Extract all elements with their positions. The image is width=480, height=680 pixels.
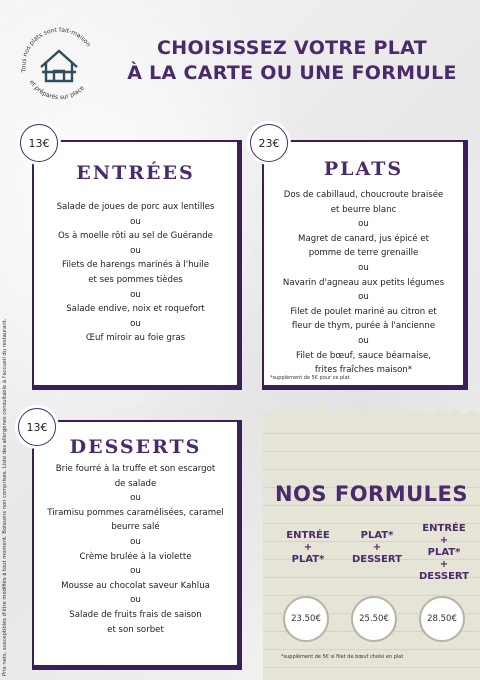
formule-entree-plat-dessert: [409, 523, 479, 583]
menu-item: Crème brulée à la violette: [79, 551, 192, 562]
menu-item: Navarin d'agneau aux petits légumes: [282, 277, 445, 288]
menu-separator: ou: [358, 262, 369, 273]
desserts-list: [34, 462, 237, 637]
title-line-1: CHOISISSEZ VOTRE PLAT: [157, 37, 427, 59]
formule-line: ENTRÉE: [422, 523, 466, 534]
desserts-title: DESSERTS: [69, 436, 202, 458]
legal-side-note: Prix nets, susceptibles d'être modifiés à tout moment. Boissons non comprises. Liste des allergènes consultable à l'accueil du restaurant.: [2, 318, 8, 676]
formule-line: +: [439, 535, 449, 546]
menu-item: et ses pommes tièdes: [88, 274, 183, 285]
menu-separator: ou: [130, 536, 141, 547]
menu-item: frites fraîches maison*: [314, 365, 413, 376]
logo-arc-text: Tous nos plats sont fait-maison: [20, 26, 92, 73]
plats-list: [264, 188, 463, 378]
menu-item: de salade: [114, 478, 157, 489]
menu-separator: ou: [130, 245, 141, 256]
plats-card: [262, 140, 468, 390]
formule-line: DESSERT: [419, 571, 469, 582]
formule-line: PLAT*: [427, 547, 461, 558]
plats-footnote: *supplément de 5€ pour ce plat: [270, 375, 350, 381]
menu-item: Brie fourré à la truffe et son escargot: [55, 464, 216, 474]
entrees-list: [34, 200, 237, 346]
menu-item: Salade endive, noix et roquefort: [66, 304, 205, 315]
menu-item: Salade de joues de porc aux lentilles: [56, 202, 215, 212]
menu-item: Filet de poulet mariné au citron et: [290, 306, 437, 317]
menu-item: pomme de terre grenaille: [308, 248, 419, 259]
menu-item: beurre salé: [111, 522, 160, 533]
formule-line: DESSERT: [352, 554, 402, 565]
formules-footnote: *supplément de 5€ si filet de bœuf choisi en plat: [281, 654, 404, 660]
desserts-price-badge: 13€: [18, 408, 56, 446]
menu-item: Os à moelle rôti au sel de Guérande: [58, 231, 213, 242]
menu-separator: ou: [358, 335, 369, 346]
menu-separator: ou: [130, 289, 141, 300]
formule-line: ENTRÉE: [286, 530, 330, 541]
menu-item: Salade de fruits frais de saison: [69, 609, 202, 620]
page-title: [112, 36, 472, 86]
menu-item: Tiramisu pommes caramélisées, caramel: [47, 507, 224, 518]
menu-item: Magret de canard, jus épicé et: [298, 233, 429, 244]
formule-line: PLAT*: [291, 554, 325, 565]
entrees-card: [32, 140, 242, 390]
formule-entree-plat: [273, 530, 343, 566]
formule-line: +: [439, 559, 449, 570]
plats-price-badge: 23€: [250, 124, 288, 162]
menu-separator: ou: [130, 216, 141, 227]
menu-item: Dos de cabillaud, choucroute braisée: [283, 190, 444, 200]
formule-price-2: 25.50€: [351, 596, 397, 642]
menu-separator: ou: [130, 566, 141, 577]
formule-line: +: [303, 542, 313, 553]
formule-plat-dessert: [342, 530, 412, 566]
desserts-card: [32, 420, 242, 670]
menu-separator: ou: [358, 219, 369, 230]
formules-panel: [263, 416, 480, 680]
formule-line: PLAT*: [360, 530, 394, 541]
house-icon: [41, 51, 77, 81]
menu-item: fleur de thym, purée à l'ancienne: [291, 321, 436, 332]
menu-item: Mousse au chocolat saveur Kahlua: [61, 580, 210, 591]
plats-title: PLATS: [323, 158, 404, 180]
title-line-2: À LA CARTE OU UNE FORMULE: [127, 62, 457, 84]
menu-item: Œuf miroir au foie gras: [85, 333, 186, 344]
entrees-price-badge: 13€: [20, 124, 58, 162]
formule-price-3: 28.50€: [419, 596, 465, 642]
formules-title: NOS FORMULES: [274, 482, 469, 506]
menu-item: Filets de harengs marinés à l'huile: [61, 260, 210, 271]
menu-separator: ou: [130, 318, 141, 329]
menu-separator: ou: [130, 595, 141, 606]
logo-graphic: [14, 20, 104, 110]
menu-item: Filet de bœuf, sauce béarnaise,: [295, 350, 432, 361]
formule-line: +: [372, 542, 382, 553]
entrees-title: ENTRÉES: [76, 162, 195, 184]
restaurant-logo: [14, 20, 104, 110]
logo-arc-text-bottom: et préparés sur place: [27, 78, 86, 102]
formule-price-1: 23.50€: [283, 596, 329, 642]
menu-separator: ou: [358, 292, 369, 303]
menu-item: et son sorbet: [107, 624, 164, 635]
menu-separator: ou: [130, 493, 141, 504]
menu-item: et beurre blanc: [330, 204, 397, 215]
